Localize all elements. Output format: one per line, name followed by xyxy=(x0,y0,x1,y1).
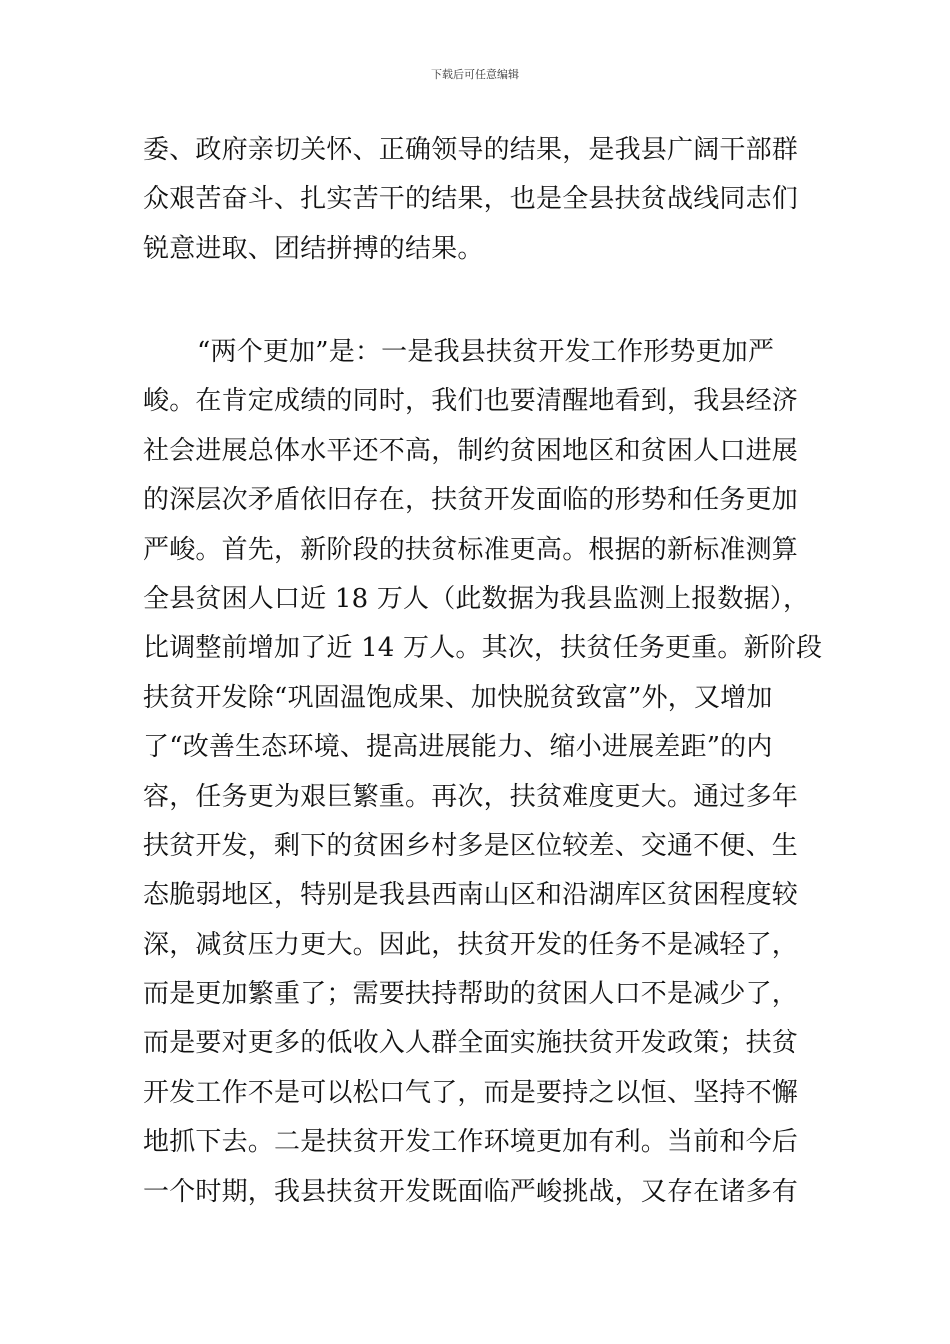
text-line: 峻。在肯定成绩的同时，我们也要清醒地看到，我县经济 xyxy=(143,386,799,417)
text-line: 众艰苦奋斗、扎实苦干的结果，也是全县扶贫战线同志们 xyxy=(143,184,799,215)
text-line: 开发工作不是可以松口气了，而是要持之以恒、坚持不懈 xyxy=(143,1077,799,1108)
text-line: 锐意进取、团结拼搏的结果。 xyxy=(143,233,484,264)
text-line: 严峻。首先，新阶段的扶贫标准更高。根据的新标准测算 xyxy=(143,534,799,565)
text-line: 深，减贫压力更大。因此，扶贫开发的任务不是减轻了， xyxy=(143,929,799,960)
text-line: 扶贫开发除“巩固温饱成果、加快脱贫致富”外，又增加 xyxy=(143,682,773,713)
text-line: “两个更加”是：一是我县扶贫开发工作形势更加严 xyxy=(197,337,775,367)
text-line: 扶贫开发，剩下的贫困乡村多是区位较差、交通不便、生 xyxy=(143,830,799,861)
text-line: 了“改善生态环境、提高进展能力、缩小进展差距”的内 xyxy=(143,732,773,763)
text-line: 而是要对更多的低收入人群全面实施扶贫开发政策；扶贫 xyxy=(143,1028,799,1059)
text-line: 委、政府亲切关怀、正确领导的结果，是我县广阔干部群 xyxy=(143,135,799,165)
header-note: 下载后可任意编辑 xyxy=(431,68,519,81)
paragraph-2 xyxy=(143,328,823,1217)
text-line: 全县贫困人口近 18 万人（此数据为我县监测上报数据）， xyxy=(143,583,810,614)
text-line: 态脆弱地区，特别是我县西南山区和沿湖库区贫困程度较 xyxy=(143,880,799,911)
paragraph-1 xyxy=(143,126,813,274)
text-line: 容，任务更为艰巨繁重。再次，扶贫难度更大。通过多年 xyxy=(143,781,799,812)
text-line: 一个时期，我县扶贫开发既面临严峻挑战，又存在诸多有 xyxy=(143,1176,799,1207)
text-line: 比调整前增加了近 14 万人。其次，扶贫任务更重。新阶段 xyxy=(143,633,823,664)
text-line: 社会进展总体水平还不高，制约贫困地区和贫困人口进展 xyxy=(143,435,799,466)
text-line: 而是更加繁重了；需要扶持帮助的贫困人口不是减少了， xyxy=(143,979,799,1010)
text-line: 的深层次矛盾依旧存在，扶贫开发面临的形势和任务更加 xyxy=(143,485,799,516)
text-line: 地抓下去。二是扶贫开发工作环境更加有利。当前和今后 xyxy=(143,1127,799,1158)
